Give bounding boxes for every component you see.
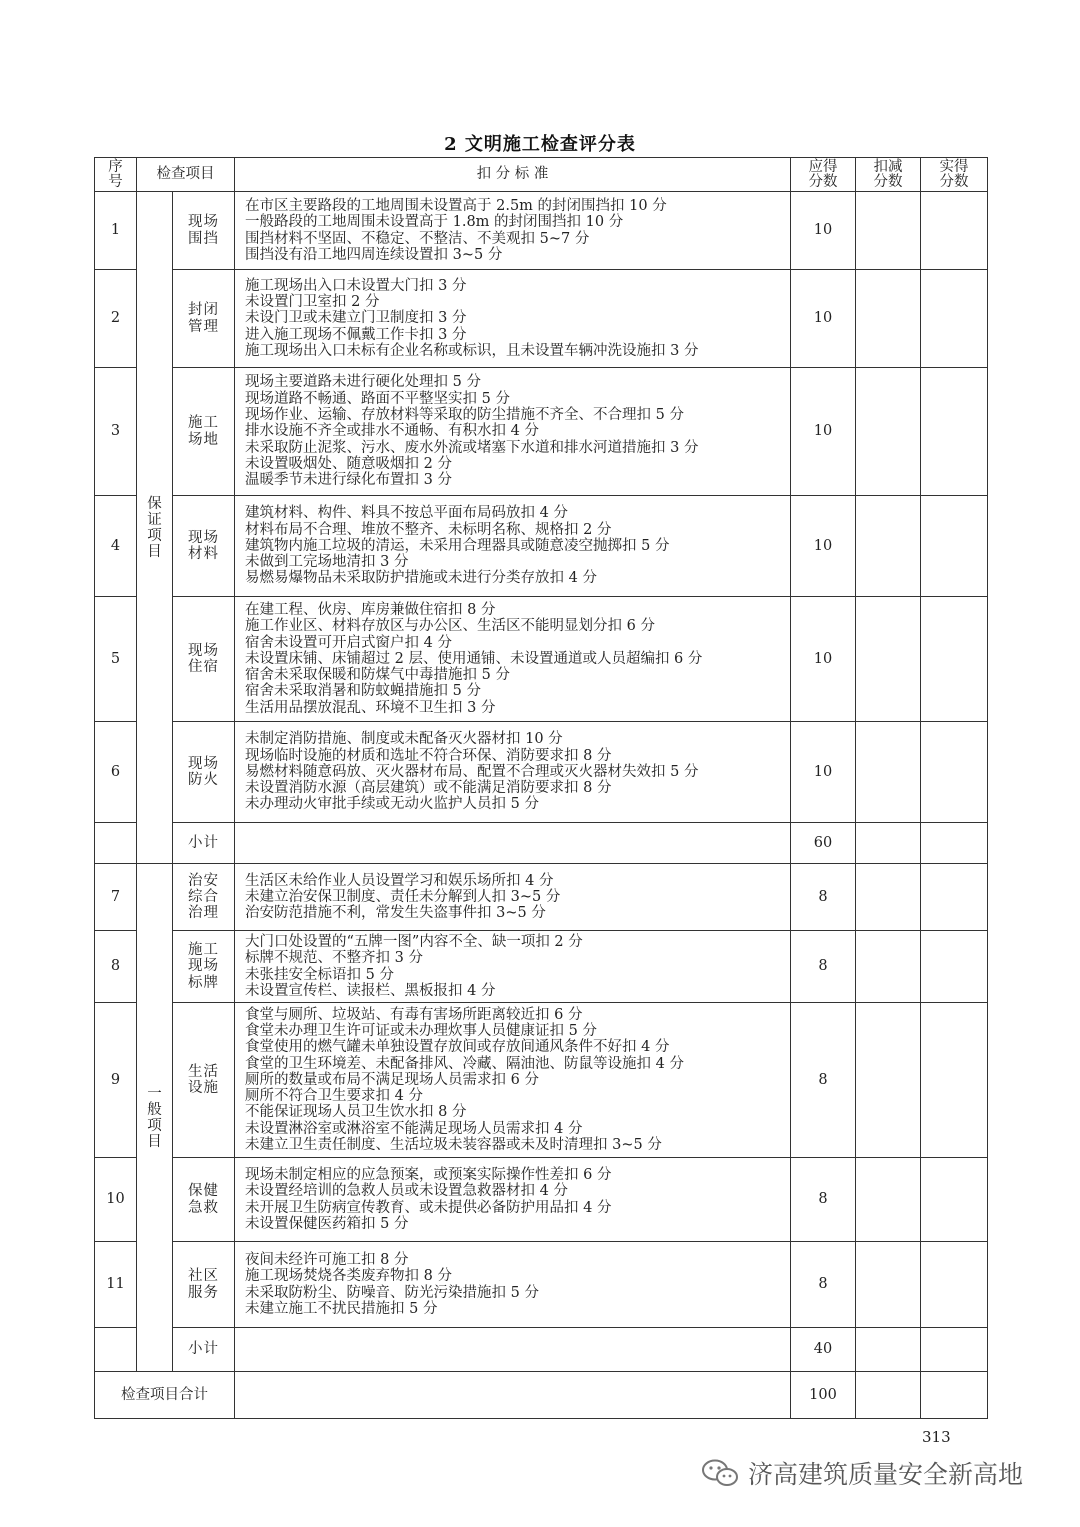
check-item-line: 社区: [188, 1268, 219, 1285]
criteria-line: 未设置经培训的急救人员或未设置急救器材扣 4 分: [245, 1183, 568, 1200]
actual-score: [921, 270, 988, 368]
deduction-criteria: [235, 270, 791, 368]
due-score: 8: [791, 864, 856, 931]
total-criteria: [235, 1372, 791, 1419]
table-row: [95, 931, 988, 1003]
table-row: [95, 597, 988, 722]
total-score: 100: [791, 1372, 856, 1419]
criteria-line: 现场临时设施的材质和选址不符合环保、消防要求扣 8 分: [245, 747, 612, 764]
footer-account-name: 济高建筑质量安全新高地: [748, 1460, 1024, 1489]
row-number: 9: [95, 1003, 137, 1158]
check-item-line: 治安: [188, 872, 219, 889]
criteria-line: 未设置消防水源（高层建筑）或不能满足消防要求扣 8 分: [245, 780, 612, 797]
row-number: 6: [95, 722, 137, 823]
criteria-line: 排水设施不齐全或排水不通畅、有积水扣 4 分: [245, 423, 539, 440]
criteria-line: 建筑物内施工垃圾的清运，未采用合理器具或随意凌空抛掷扣 5 分: [245, 537, 670, 554]
check-item-line: 设施: [188, 1080, 219, 1096]
criteria-line: 施工现场焚烧各类废弃物扣 8 分: [245, 1268, 452, 1285]
total-actual: [921, 1372, 988, 1419]
criteria-line: 宿舍未采取消暑和防蚊蝇措施扣 5 分: [245, 683, 481, 700]
table-row: [95, 722, 988, 823]
due-score: 10: [791, 192, 856, 270]
check-item: [173, 597, 235, 722]
criteria-line: 未设置门卫室扣 2 分: [245, 294, 380, 311]
actual-score: [921, 931, 988, 1003]
check-item-line: 小计: [188, 834, 219, 851]
row-number: 5: [95, 597, 137, 722]
criteria-line: 生活区未给作业人员设置学习和娱乐场所扣 4 分: [245, 872, 554, 889]
check-item-line: 围挡: [188, 230, 219, 247]
criteria-line: 未设置吸烟处、随意吸烟扣 2 分: [245, 455, 452, 472]
actual-score: [921, 496, 988, 597]
row-number: 10: [95, 1158, 137, 1242]
header-deduct-score: [856, 158, 921, 192]
deduction-criteria: [235, 1328, 791, 1372]
due-score: 10: [791, 270, 856, 368]
page-number: 313: [922, 1428, 951, 1446]
check-item-line: 现场: [188, 755, 219, 772]
score-table: [94, 157, 988, 1419]
actual-score: [921, 722, 988, 823]
category-char: 项: [147, 527, 162, 544]
criteria-line: 未张挂安全标语扣 5 分: [245, 966, 394, 983]
header-text: 扣减: [873, 158, 903, 175]
criteria-line: 标牌不规范、不整齐扣 3 分: [245, 950, 423, 967]
due-score: 10: [791, 496, 856, 597]
header-actual-score: [921, 158, 988, 192]
criteria-line: 围挡没有沿工地四周连续设置扣 3~5 分: [245, 246, 503, 263]
header-item: 检查项目: [137, 158, 235, 192]
check-item: [173, 192, 235, 270]
criteria-line: 未采取防粉尘、防噪音、防光污染措施扣 5 分: [245, 1284, 539, 1301]
row-number: 4: [95, 496, 137, 597]
criteria-line: 在建工程、伙房、库房兼做住宿扣 8 分: [245, 601, 496, 618]
criteria-line: 建筑材料、构件、料具不按总平面布局码放扣 4 分: [245, 505, 568, 522]
row-number: 1: [95, 192, 137, 270]
check-item-line: 施工: [188, 942, 219, 959]
due-score: 8: [791, 1242, 856, 1328]
header-text: 实得: [939, 158, 969, 175]
check-item: [173, 270, 235, 368]
table-row: [95, 864, 988, 931]
deducted-score: [856, 931, 921, 1003]
category-general: [137, 864, 173, 1372]
criteria-line: 食堂使用的燃气罐未单独设置存放间或存放间通风条件不好扣 4 分: [245, 1039, 670, 1056]
deducted-score: [856, 270, 921, 368]
check-item-line: 标牌: [188, 974, 219, 991]
category-char: 目: [147, 1133, 162, 1150]
criteria-line: 未设门卫或未建立门卫制度扣 3 分: [245, 310, 467, 327]
criteria-line: 食堂与厕所、垃圾站、有毒有害场所距离较近扣 6 分: [245, 1006, 583, 1023]
table-row: [95, 1242, 988, 1328]
due-score: 8: [791, 931, 856, 1003]
row-number: 7: [95, 864, 137, 931]
deducted-score: [856, 368, 921, 496]
due-score: 8: [791, 1158, 856, 1242]
row-number: 11: [95, 1242, 137, 1328]
row-number: [95, 1328, 137, 1372]
check-item-line: 封闭: [188, 302, 219, 319]
deduction-criteria: [235, 722, 791, 823]
criteria-line: 食堂未办理卫生许可证或未办理炊事人员健康证扣 5 分: [245, 1022, 597, 1039]
check-item-line: 管理: [188, 318, 219, 335]
criteria-line: 材料布局不合理、堆放不整齐、未标明名称、规格扣 2 分: [245, 521, 612, 538]
criteria-line: 宿舍未设置可开启式窗户扣 4 分: [245, 634, 452, 651]
check-item-line: 小计: [188, 1341, 219, 1358]
criteria-line: 围挡材料不坚固、不稳定、不整洁、不美观扣 5~7 分: [245, 230, 590, 247]
deduction-criteria: [235, 823, 791, 864]
criteria-line: 未采取防止泥浆、污水、废水外流或堵塞下水道和排水河道措施扣 3 分: [245, 439, 699, 456]
check-item-line: 场地: [188, 431, 219, 448]
deducted-score: [856, 1242, 921, 1328]
criteria-line: 厕所不符合卫生要求扣 4 分: [245, 1088, 423, 1105]
deducted-score: [856, 1158, 921, 1242]
category-guarantee: [137, 192, 173, 864]
criteria-line: 治安防范措施不利，常发生失盗事件扣 3~5 分: [245, 905, 546, 922]
criteria-line: 易燃材料随意码放、灭火器材布局、配置不合理或灭火器材失效扣 5 分: [245, 763, 699, 780]
deducted-score: [856, 192, 921, 270]
actual-score: [921, 1328, 988, 1372]
criteria-line: 不能保证现场人员卫生饮水扣 8 分: [245, 1104, 467, 1121]
check-item-line: 现场: [188, 958, 219, 975]
criteria-line: 未建立施工不扰民措施扣 5 分: [245, 1300, 438, 1317]
check-item: [173, 1242, 235, 1328]
check-item-line: 治理: [188, 905, 219, 922]
header-criteria: 扣 分 标 准: [235, 158, 791, 192]
criteria-line: 施工作业区、材料存放区与办公区、生活区不能明显划分扣 6 分: [245, 618, 655, 635]
table-row: [95, 192, 988, 270]
deduction-criteria: [235, 368, 791, 496]
table-row: [95, 1003, 988, 1158]
row-number: 8: [95, 931, 137, 1003]
criteria-line: 未设置床铺、床铺超过 2 层、使用通铺、未设置通道或人员超编扣 6 分: [245, 650, 703, 667]
wechat-icon: [700, 1458, 740, 1488]
deducted-score: [856, 823, 921, 864]
actual-score: [921, 1003, 988, 1158]
criteria-line: 未做到工完场地清扣 3 分: [245, 554, 409, 571]
actual-score: [921, 1158, 988, 1242]
criteria-line: 易燃易爆物品未采取防护措施或未进行分类存放扣 4 分: [245, 570, 597, 587]
check-item-line: 急救: [188, 1199, 219, 1216]
criteria-line: 施工现场出入口未标有企业名称或标识，且未设置车辆冲洗设施扣 3 分: [245, 342, 699, 359]
category-char: 项: [147, 1117, 162, 1134]
criteria-line: 未办理动火审批手续或无动火监护人员扣 5 分: [245, 796, 539, 813]
table-row: [95, 368, 988, 496]
row-number: [95, 823, 137, 864]
check-item-line: 防火: [188, 772, 219, 788]
deduction-criteria: [235, 931, 791, 1003]
category-char: 证: [147, 511, 162, 528]
check-item: [173, 1003, 235, 1158]
criteria-line: 现场未制定相应的应急预案，或预案实际操作性差扣 6 分: [245, 1166, 612, 1183]
total-label: 检查项目合计: [95, 1372, 235, 1419]
actual-score: [921, 1242, 988, 1328]
criteria-line: 现场道路不畅通、路面不平整坚实扣 5 分: [245, 390, 510, 407]
check-item-line: 现场: [188, 214, 219, 231]
deducted-score: [856, 722, 921, 823]
due-score: 60: [791, 823, 856, 864]
header-no: [95, 158, 137, 192]
criteria-line: 在市区主要路段的工地周围未设置高于 2.5m 的封闭围挡扣 10 分: [245, 197, 667, 214]
actual-score: [921, 368, 988, 496]
check-item: [173, 1328, 235, 1372]
page-title: 2 文明施工检查评分表: [444, 134, 636, 155]
header-text: 分数: [808, 173, 838, 190]
deduction-criteria: [235, 192, 791, 270]
table-row: [95, 1158, 988, 1242]
criteria-line: 现场主要道路未进行硬化处理扣 5 分: [245, 374, 481, 391]
criteria-line: 未设置淋浴室或淋浴室不能满足现场人员需求扣 4 分: [245, 1120, 583, 1137]
deducted-score: [856, 1328, 921, 1372]
check-item: [173, 368, 235, 496]
check-item-line: 现场: [188, 529, 219, 546]
category-char: 般: [147, 1101, 162, 1118]
deducted-score: [856, 1003, 921, 1158]
table-row: [95, 496, 988, 597]
criteria-line: 生活用品摆放混乱、环境不卫生扣 3 分: [245, 699, 496, 716]
header-text: 分数: [939, 173, 969, 190]
due-score: 10: [791, 597, 856, 722]
check-item: [173, 722, 235, 823]
due-score: 40: [791, 1328, 856, 1372]
check-item: [173, 823, 235, 864]
due-score: 10: [791, 368, 856, 496]
check-item-line: 保健: [188, 1183, 219, 1200]
criteria-line: 现场作业、运输、存放材料等采取的防尘措施不齐全、不合理扣 5 分: [245, 407, 684, 424]
deduction-criteria: [235, 1158, 791, 1242]
criteria-line: 进入施工现场不佩戴工作卡扣 3 分: [245, 326, 467, 343]
table-row: [95, 823, 988, 864]
criteria-line: 未制定消防措施、制度或未配备灭火器材扣 10 分: [245, 731, 563, 748]
criteria-line: 夜间未经许可施工扣 8 分: [245, 1251, 409, 1268]
check-item: [173, 931, 235, 1003]
table-header: [95, 158, 988, 192]
header-text: 应得: [808, 158, 838, 175]
criteria-line: 施工现场出入口未设置大门扣 3 分: [245, 277, 467, 294]
criteria-line: 未建立卫生责任制度、生活垃圾未装容器或未及时清理扣 3~5 分: [245, 1137, 662, 1154]
check-item-line: 住宿: [188, 659, 219, 675]
total-deducted: [856, 1372, 921, 1419]
criteria-line: 未设置宣传栏、读报栏、黑板报扣 4 分: [245, 982, 496, 999]
criteria-line: 未开展卫生防病宣传教育、或未提供必备防护用品扣 4 分: [245, 1199, 612, 1216]
deduction-criteria: [235, 496, 791, 597]
footer-watermark: [700, 1455, 1023, 1491]
check-item-line: 服务: [188, 1284, 219, 1301]
deduction-criteria: [235, 1003, 791, 1158]
check-item-line: 材料: [188, 546, 219, 562]
actual-score: [921, 192, 988, 270]
check-item-line: 现场: [188, 642, 219, 659]
header-text: 分数: [873, 173, 903, 190]
criteria-line: 厕所的数量或布局不满足现场人员需求扣 6 分: [245, 1071, 539, 1088]
criteria-line: 一般路段的工地周围未设置高于 1.8m 的封闭围挡扣 10 分: [245, 214, 624, 231]
criteria-line: 温暖季节未进行绿化布置扣 3 分: [245, 472, 452, 489]
table-row: [95, 1328, 988, 1372]
due-score: 10: [791, 722, 856, 823]
criteria-line: 未设置保健医药箱扣 5 分: [245, 1215, 409, 1232]
category-char: 保: [147, 495, 162, 512]
deduction-criteria: [235, 597, 791, 722]
criteria-line: 食堂的卫生环境差、未配备排风、冷藏、隔油池、防鼠等设施扣 4 分: [245, 1055, 684, 1072]
header-text: 号: [108, 173, 123, 190]
check-item: [173, 496, 235, 597]
deducted-score: [856, 597, 921, 722]
table-row: [95, 270, 988, 368]
header-due-score: [791, 158, 856, 192]
check-item: [173, 1158, 235, 1242]
actual-score: [921, 864, 988, 931]
criteria-line: 宿舍未采取保暖和防煤气中毒措施扣 5 分: [245, 667, 510, 684]
row-number: 3: [95, 368, 137, 496]
deducted-score: [856, 864, 921, 931]
deduction-criteria: [235, 1242, 791, 1328]
header-text: 序: [108, 158, 123, 175]
category-char: 目: [147, 543, 162, 560]
category-char: 一: [147, 1085, 162, 1102]
row-number: 2: [95, 270, 137, 368]
check-item-line: 施工: [188, 415, 219, 432]
due-score: 8: [791, 1003, 856, 1158]
deducted-score: [856, 496, 921, 597]
check-item: [173, 864, 235, 931]
check-item-line: 生活: [188, 1063, 219, 1080]
actual-score: [921, 823, 988, 864]
actual-score: [921, 597, 988, 722]
total-row: [95, 1372, 988, 1419]
deduction-criteria: [235, 864, 791, 931]
criteria-line: 大门口处设置的“五牌一图”内容不全、缺一项扣 2 分: [245, 933, 583, 950]
check-item-line: 综合: [188, 888, 219, 905]
criteria-line: 未建立治安保卫制度、责任未分解到人扣 3~5 分: [245, 888, 561, 905]
